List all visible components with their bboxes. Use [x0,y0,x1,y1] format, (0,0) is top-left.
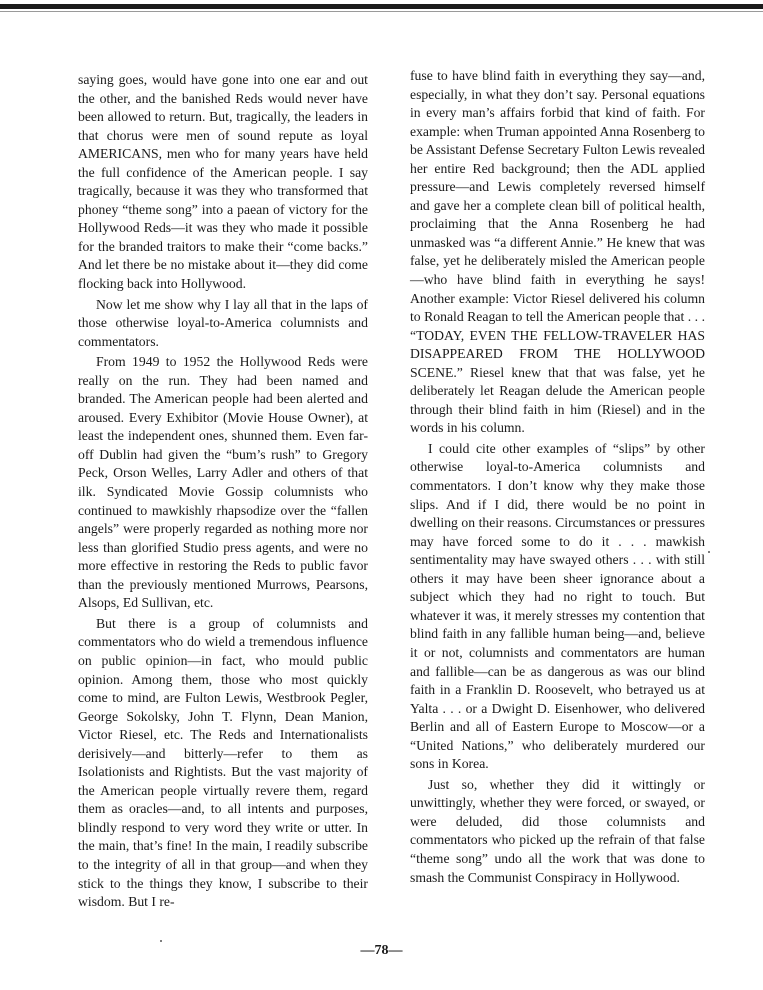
paragraph: From 1949 to 1952 the Hollywood Reds were really on the run. They had been named and branded. The American people had been alerted and aroused. Every Exhibitor (Movie House Owner), at least the independent ones, shunned them. Even far-off Dublin had given the “bum’s rush” to Gregory Peck, Orson Welles, Larry Adler and others of that ilk. Syndicated Movie Gossip columnists who continued to mawkishly rhapsodize over the “fallen angels” were properly regarded as nothing more nor less than glorified Studio press agents, and were no more effective in restoring the Reds to public favor than the previously mentioned Murrows, Pearsons, Alsops, Ed Sullivan, etc. [78,354,368,611]
page-number: —78— [360,943,403,958]
scan-speck [160,940,162,942]
paragraph: I could cite other examples of “slips” by other otherwise loyal-to-America columnists and commentators. I don’t know why they make those slips. And if I did, there would be no point in dwelling on their reasons. Circumstances or pressures may have forced some to do it . . . mawkish sentimentality may have swayed others . . . with still others it may have been sheer ignorance about a subject which they had no right to touch. But whatever it was, it merely stresses my contention that blind faith in any fallible human being—and, believe it or not, columnists and commentators are human and fallible—can be as dangerous as was our blind faith in a Franklin D. Roosevelt, who betrayed us at Yalta . . . or a Dwight D. Eisenhower, who delivered Berlin and all of Eastern Europe to Moscow—or a “United Nations,” who deliberately murdered our sons in Korea. [410,440,705,772]
right-column [410,67,705,887]
header-rule [0,4,763,9]
paragraph: saying goes, would have gone into one ear and out the other, and the banished Reds would never have been allowed to return. But, tragically, the leaders in that chorus were men of sound repute as loyal AMERICANS, men who for many years have held the full confidence of the American people. I say tragically, because it was they who transformed that phoney “theme song” into a paean of victory for the Hollywood Reds—it was they who made it possible for the branded traitors to make their “come backs.” And let there be no mistake about it—they did come flocking back into Hollywood. [78,72,368,292]
paragraph: Just so, whether they did it wittingly or unwittingly, whether they were forced, or swayed, or were deluded, did those columnists and commentators who picked up the refrain of that false “theme song” undo all the work that was done to smash the Communist Conspiracy in Hollywood. [410,776,705,885]
scan-speck [708,551,710,553]
paragraph: But there is a group of columnists and commentators who do wield a tremendous influence on public opinion—in fact, who mould public opinion. Among them, those who most quickly come to mind, are Fulton Lewis, Westbrook Pegler, George Sokolsky, John T. Flynn, Dean Manion, Victor Riesel, etc. The Reds and Internationalists derisively—and bitterly—refer to them as Isolationists and Rightists. But the vast majority of the American people virtually revere them, regard them as oracles—and, to all intents and purposes, blindly respond to very word they write or utter. In the main, that’s fine! In the main, I readily subscribe to the integrity of all in that group—and when they stick to the things they know, I subscribe to their wisdom. But I re- [78,615,368,910]
paragraph: fuse to have blind faith in everything they say—and, especially, in what they don’t say. Personal equations in every man’s affairs forbid that kind of faith. For example: when Truman appointed Anna Rosenberg to be Assistant Defense Secretary Fulton Lewis revealed her entire Red background; then the ADL applied pressure—and Lewis completely reversed himself and gave her a complete clean bill of political health, proclaiming that the Anna Rosenberg he had unmasked was “a different Annie.” He knew that was false, yet he deliberately misled the American people—who have blind faith in everything he says! Another example: Victor Riesel delivered his column to Ronald Reagan to tell the American people that . . . “TODAY, EVEN THE FELLOW-TRAVELER HAS DISAPPEARED FROM THE HOLLYWOOD SCENE.” Riesel knew that that was false, yet he deliberately let Reagan delude the American people through their blind faith in him (Riesel) and in the words in his column. [410,68,705,436]
header-rule-thin [0,11,763,12]
paragraph: Now let me show why I lay all that in the laps of those otherwise loyal-to-America columnists and commentators. [78,296,368,349]
left-column [78,71,368,912]
